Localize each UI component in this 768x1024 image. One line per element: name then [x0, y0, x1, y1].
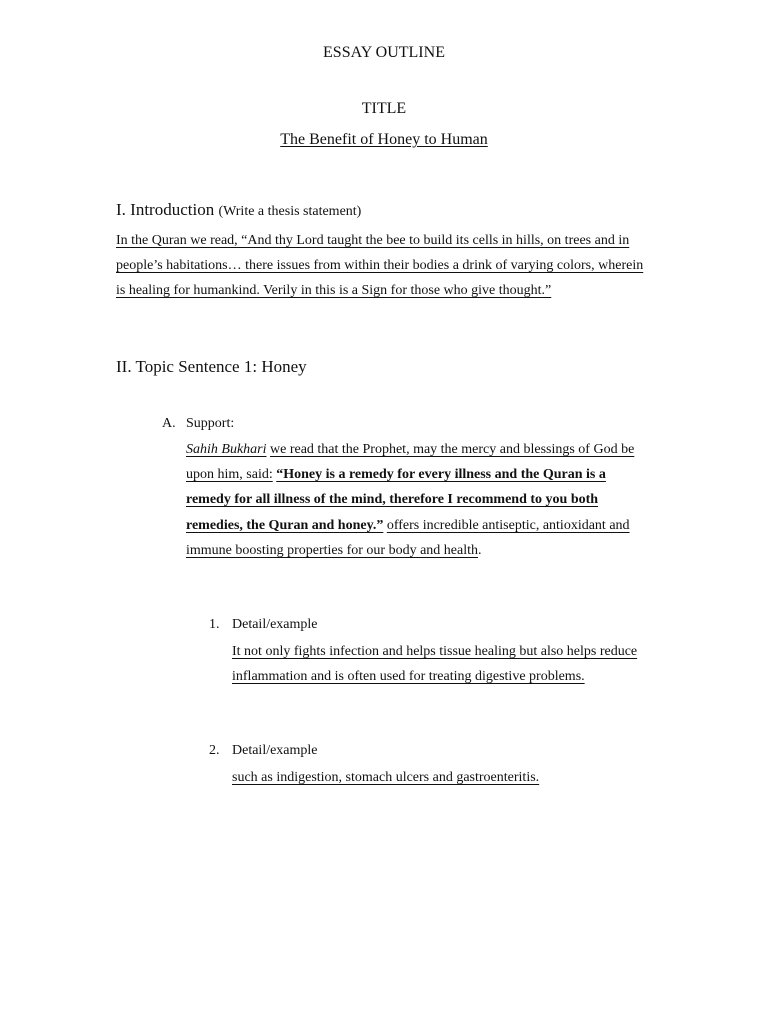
- detail-2-label: Detail/example: [232, 743, 318, 758]
- introduction-note: (Write a thesis statement): [218, 204, 362, 219]
- detail-1-text: It not only fights infection and helps tissue healing but also helps reduce inflammation and is often used for treating digestive problems.: [232, 644, 638, 685]
- support-marker: A.: [162, 416, 176, 431]
- essay-title-text: The Benefit of Honey to Human: [280, 131, 488, 148]
- introduction-paragraph: [116, 228, 656, 304]
- support-tail: offers incredible antiseptic, antioxidant and immune boosting properties for our body and health: [186, 517, 630, 558]
- support-lead: we read that the Prophet, may the mercy and blessings of God be upon him, said:: [186, 442, 635, 483]
- detail-2-marker: 2.: [209, 743, 220, 758]
- support-label: Support:: [186, 416, 235, 431]
- detail-2-paragraph: [232, 765, 652, 790]
- support-paragraph: [186, 437, 650, 563]
- detail-2-text: such as indigestion, stomach ulcers and gastroenteritis.: [232, 770, 540, 785]
- detail-1-label: Detail/example: [232, 617, 318, 632]
- support-tail-end: .: [478, 542, 482, 558]
- introduction-heading: [116, 200, 361, 220]
- introduction-text: In the Quran we read, “And thy Lord taught the bee to build its cells in hills, on trees and in people’s habitations… there issues from within their bodies a drink of varying colors, wherein is healing for humankind. Verily in this is a Sign for those who give thought.”: [116, 233, 644, 299]
- support-quote: “Honey is a remedy for every illness and the Quran is a remedy for all illness of the mind, therefore I recommend to you both remedies, the Quran and honey.”: [186, 467, 606, 533]
- essay-title: [0, 131, 768, 149]
- document-heading: ESSAY OUTLINE: [323, 44, 445, 61]
- detail-1-marker: 1.: [209, 617, 220, 632]
- title-label: TITLE: [361, 100, 407, 117]
- detail-1-paragraph: [232, 639, 652, 689]
- support-source: Sahih Bukhari: [186, 442, 267, 457]
- topic-sentence-1-heading: II. Topic Sentence 1: Honey: [116, 357, 307, 376]
- introduction-heading-text: I. Introduction: [116, 200, 215, 219]
